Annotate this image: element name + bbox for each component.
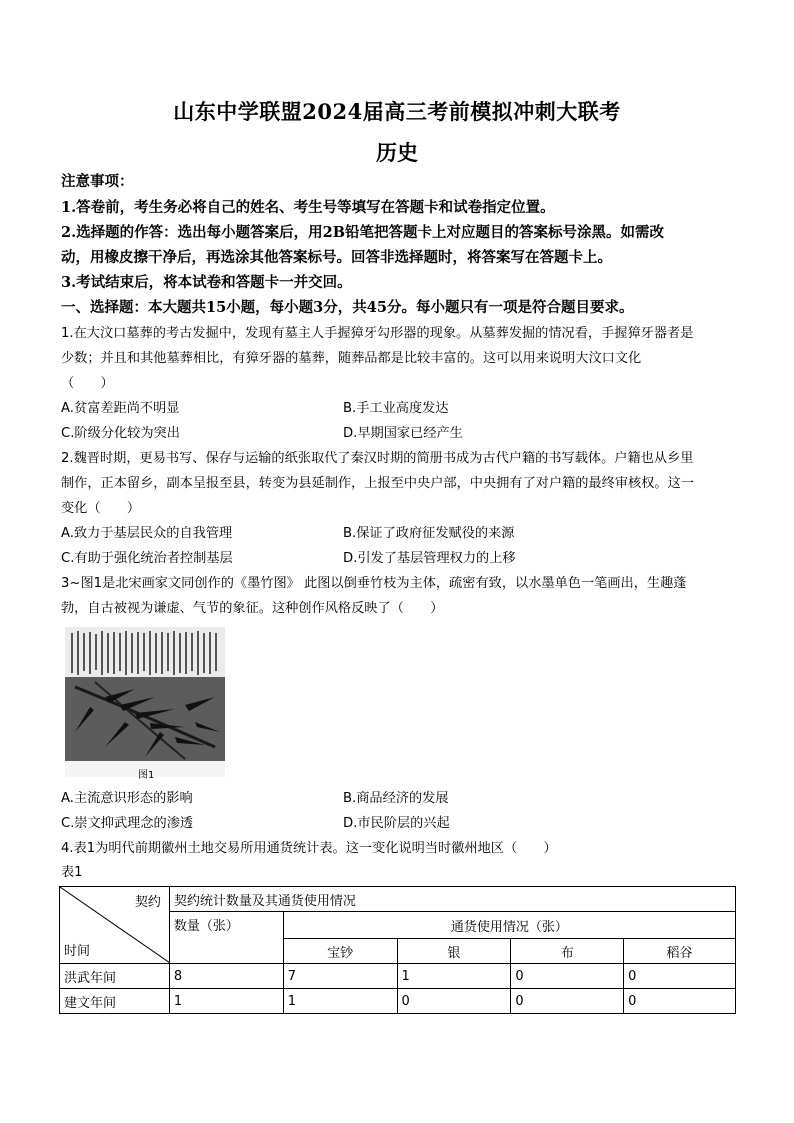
- currency-column-header: 宝钞: [283, 939, 397, 964]
- bamboo-painting-image: [65, 627, 225, 777]
- question-2-option-a: A.致力于基层民众的自我管理: [61, 526, 233, 541]
- currency-usage-table: [59, 886, 736, 1014]
- currency-header: 通货使用情况（张）: [283, 912, 735, 939]
- note-item: 1.答卷前，考生务必将自己的姓名、考生号等填写在答题卡和试卷指定位置。: [61, 199, 555, 216]
- value-cell: 0: [624, 964, 736, 989]
- notes-heading: 注意事项：: [61, 173, 134, 190]
- section-heading: 一、选择题：本大题共15小题，每小题3分，共45分。每小题只有一项是符合题目要求。: [61, 299, 634, 316]
- period-cell: 建文年间: [60, 989, 170, 1014]
- question-4-line: 4.表1为明代前期徽州土地交易所用通货统计表。这一变化说明当时徽州地区（ ）: [61, 841, 557, 856]
- table-group-header: 契约统计数量及其通货使用情况: [169, 887, 735, 912]
- question-3-line: 3~图1是北宋画家文同创作的《墨竹图》 此图以倒垂竹枝为主体，疏密有致，以水墨单色一笔画出，生趣蓬: [61, 576, 687, 591]
- value-cell: 1: [397, 964, 511, 989]
- exam-title: 山东中学联盟2024届高三考前模拟冲刺大联考: [173, 99, 621, 124]
- question-2-line: 制作，正本留乡，副本呈报至县，转变为县延制作，上报至中央户部，中央拥有了对户籍的最终审核权。这一: [61, 476, 694, 491]
- currency-column-header: 银: [397, 939, 511, 964]
- currency-column-header: 布: [511, 939, 624, 964]
- count-cell: 8: [169, 964, 283, 989]
- question-3-option-c: C.崇文抑武理念的渗透: [61, 816, 194, 831]
- table-corner-cell: [60, 887, 170, 964]
- bamboo-painting-figure: [65, 627, 225, 777]
- question-1-option-c: C.阶级分化较为突出: [61, 426, 180, 441]
- question-1-option-a: A.贫富差距尚不明显: [61, 401, 180, 416]
- value-cell: 1: [283, 989, 397, 1014]
- value-cell: 0: [397, 989, 511, 1014]
- question-1-line: （ ）: [61, 376, 114, 391]
- note-item: 2.选择题的作答：选出每小题答案后，用2B铅笔把答题卡上对应题目的答案标号涂黑。如需改: [61, 224, 664, 241]
- question-2-option-b: B.保证了政府征发赋役的来源: [343, 526, 515, 541]
- exam-subject: 历史: [376, 140, 418, 165]
- table-label: 表1: [61, 865, 83, 880]
- question-3-option-d: D.市民阶层的兴起: [343, 816, 450, 831]
- note-item: 3.考试结束后，将本试卷和答题卡一并交回。: [61, 274, 352, 291]
- corner-bottom-label: 时间: [64, 944, 91, 959]
- question-1-line: 少数；并且和其他墓葬相比，有獐牙器的墓葬，随葬品都是比较丰富的。这可以用来说明大汶口文化: [61, 351, 642, 366]
- question-2-option-c: C.有助于强化统治者控制基层: [61, 551, 233, 566]
- question-3-option-b: B.商品经济的发展: [343, 791, 449, 806]
- figure-caption: 图1: [138, 770, 155, 781]
- currency-column-header: 稻谷: [624, 939, 736, 964]
- value-cell: 0: [511, 989, 624, 1014]
- question-1-option-b: B.手工业高度发达: [343, 401, 449, 416]
- table-row: [60, 989, 736, 1014]
- question-1-option-d: D.早期国家已经产生: [343, 426, 463, 441]
- question-3-option-a: A.主流意识形态的影响: [61, 791, 193, 806]
- count-header: 数量（张）: [169, 912, 283, 964]
- table-row: [60, 964, 736, 989]
- value-cell: 7: [283, 964, 397, 989]
- question-1-line: 1.在大汶口墓葬的考古发掘中，发现有墓主人手握獐牙勾形器的现象。从墓葬发掘的情况看，手握獐牙器者是: [61, 326, 694, 341]
- question-2-option-d: D.引发了基层管理权力的上移: [343, 551, 516, 566]
- corner-top-label: 契约: [134, 895, 161, 910]
- question-2-line: 变化（ ）: [61, 501, 141, 516]
- count-cell: 1: [169, 989, 283, 1014]
- value-cell: 0: [624, 989, 736, 1014]
- period-cell: 洪武年间: [60, 964, 170, 989]
- question-3-line: 勃，自古被视为谦虚、气节的象征。这种创作风格反映了（ ）: [61, 601, 444, 616]
- value-cell: 0: [511, 964, 624, 989]
- note-item: 动，用橡皮擦干净后，再选涂其他答案标号。回答非选择题时，将答案写在答题卡上。: [61, 249, 612, 266]
- question-2-line: 2.魏晋时期，更易书写、保存与运输的纸张取代了秦汉时期的简册书成为古代户籍的书写载体。户籍也从乡里: [61, 451, 694, 466]
